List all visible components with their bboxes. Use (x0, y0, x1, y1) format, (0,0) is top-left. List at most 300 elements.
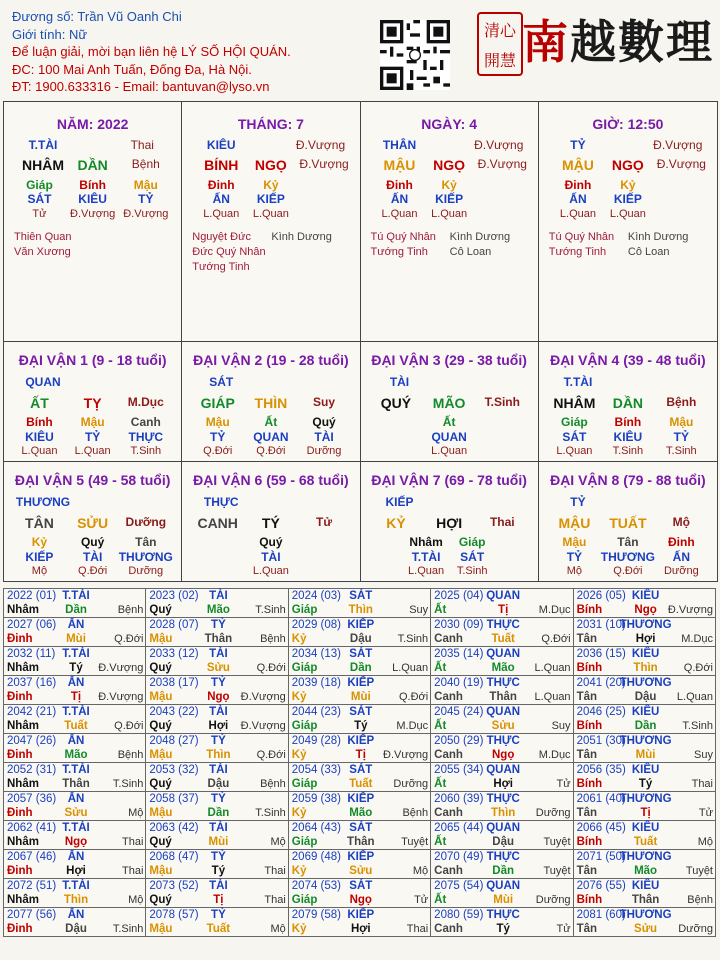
year-cell (288, 908, 430, 937)
year-cell-content (4, 705, 145, 733)
year-row (4, 618, 716, 647)
year-cell (431, 821, 573, 850)
year-stem: Nhâm (7, 836, 39, 848)
year-branch: Sửu (634, 923, 658, 935)
year-ten-god: THƯƠNG (619, 851, 672, 863)
star-name: Tú Quý Nhân (548, 231, 615, 243)
year-cell (573, 879, 715, 908)
year-ten-god: KIÊU (631, 648, 660, 660)
year-cell-content (146, 618, 287, 646)
year-ten-god: T.TÀI (62, 880, 90, 892)
heavenly-stem: GIÁP (200, 395, 235, 411)
year-state: Tử (556, 923, 571, 935)
contact-line: Để luận giải, mời bạn liên hệ LÝ SỐ HỘI QUÁN. (12, 44, 291, 59)
year-branch: Dậu (492, 836, 515, 848)
year-label: 2068 (47) (149, 851, 199, 863)
year-cell (146, 763, 288, 792)
year-stem: Ất (434, 720, 447, 732)
year-cell (431, 734, 573, 763)
year-label: 2064 (43) (291, 822, 342, 834)
year-label: 2075 (54) (434, 880, 484, 892)
earthly-branch: HỢI (436, 515, 463, 531)
branch-state: Đ.Vượng (299, 157, 349, 171)
year-cell-content (4, 734, 145, 762)
gender-value: Nữ (68, 26, 88, 42)
year-cell (4, 879, 146, 908)
can-chi-row (4, 515, 181, 531)
year-cell-content (146, 676, 287, 704)
year-branch: Dần (207, 807, 230, 819)
year-ten-god: T.TÀI (62, 590, 90, 602)
year-state: Suy (551, 720, 571, 732)
year-ten-god: ẤN (67, 851, 85, 863)
year-branch: Tị (498, 604, 509, 616)
year-state: Bệnh (260, 633, 286, 645)
year-label: 2059 (38) (291, 793, 342, 805)
hidden-state: L.Quan (203, 208, 240, 220)
earthly-branch: MÃO (432, 395, 466, 411)
red-seal-stamp (477, 12, 523, 76)
star-name: Tú Quý Nhân (370, 231, 436, 243)
year-ten-god: TÀI (209, 706, 228, 718)
year-cell (146, 792, 288, 821)
year-state: Đ.Vượng (98, 662, 144, 674)
year-branch: Tị (70, 691, 82, 703)
branch-state: Suy (313, 395, 336, 409)
year-branch: Sửu (349, 865, 373, 877)
year-cell-content (574, 705, 715, 733)
year-label: 2031 (10) (576, 619, 626, 631)
hidden-stem: Tân (617, 535, 639, 549)
earthly-branch: TỴ (83, 395, 102, 411)
year-ten-god: TÀI (209, 648, 228, 660)
year-state: T.Sinh (255, 807, 286, 819)
hidden-states-row (4, 208, 181, 224)
year-cell-content (431, 705, 572, 733)
hidden-stems-row (4, 415, 181, 431)
year-cell-content (146, 792, 287, 820)
year-stem: Mậu (149, 749, 173, 761)
year-label: 2032 (11) (7, 648, 56, 660)
hidden-state: Đ.Vượng (123, 208, 169, 220)
year-ten-god: THƯƠNG (619, 677, 672, 689)
year-cell (573, 734, 715, 763)
year-state: M.Dục (538, 604, 571, 616)
god-row (4, 375, 181, 391)
hidden-gods-row (182, 550, 359, 566)
earthly-branch: SỬU (77, 515, 109, 531)
year-cell-content (4, 792, 145, 820)
hidden-god: TÀI (82, 550, 103, 564)
year-label: 2060 (39) (434, 793, 484, 805)
yearly-luck-table (3, 588, 716, 937)
year-cell-content (431, 676, 572, 704)
year-cell (4, 821, 146, 850)
year-branch: Ngọ (207, 691, 230, 703)
hidden-state: Q.Đới (613, 565, 643, 577)
year-ten-god: THỰC (486, 735, 520, 747)
hidden-god: THƯƠNG (118, 550, 173, 564)
year-stem: Tân (576, 807, 598, 819)
year-ten-god: KIẾP (347, 735, 375, 747)
year-ten-god: KIÊU (631, 706, 660, 718)
can-chi-row (539, 395, 717, 411)
branch-state: Đ.Vượng (656, 157, 706, 171)
year-cell-content (146, 763, 287, 791)
year-ten-god: KIẾP (347, 851, 375, 863)
hidden-gods-row (539, 550, 717, 566)
year-label: 2043 (22) (149, 706, 199, 718)
year-cell-content (574, 734, 715, 762)
year-ten-god: ẤN (67, 677, 85, 689)
year-state: Q.Đới (256, 749, 286, 761)
year-label: 2026 (05) (576, 590, 626, 602)
year-label: 2070 (49) (434, 851, 484, 863)
hidden-stems-row (4, 535, 181, 551)
year-cell (146, 734, 288, 763)
heavenly-stem: QUÝ (380, 395, 412, 411)
year-state: Bệnh (117, 749, 144, 761)
hidden-stem: Mậu (133, 178, 158, 192)
year-cell (431, 618, 573, 647)
ten-god: QUAN (25, 375, 61, 389)
year-row (4, 879, 716, 908)
star-name: Nguyệt Đức (192, 231, 251, 243)
year-cell (288, 850, 430, 879)
year-ten-god: TÀI (209, 822, 228, 834)
year-cell (146, 647, 288, 676)
year-cell (4, 850, 146, 879)
year-cell-content (289, 647, 430, 675)
year-state: T.Sinh (112, 923, 144, 935)
year-state: Bệnh (260, 778, 286, 790)
year-cell-content (431, 618, 572, 646)
year-cell (288, 647, 430, 676)
year-stem: Nhâm (7, 894, 39, 906)
year-stem: Ất (434, 662, 447, 674)
star-name: Cô Loan (627, 246, 670, 258)
year-stem: Mậu (149, 865, 173, 877)
year-cell-content (289, 618, 430, 646)
ten-god: THÂN (382, 138, 417, 152)
year-branch: Thìn (491, 807, 516, 819)
year-stem: Nhâm (7, 662, 39, 674)
year-stem: Giáp (291, 836, 318, 848)
year-ten-god: QUAN (486, 706, 521, 718)
year-stem: Canh (434, 807, 463, 819)
year-cell (573, 850, 715, 879)
hidden-states-row (361, 208, 538, 224)
year-cell (573, 647, 715, 676)
year-stem: Ất (434, 604, 447, 616)
year-label: 2048 (27) (149, 735, 199, 747)
year-stem: Bính (576, 836, 603, 848)
hidden-state: Q.Đới (78, 565, 108, 577)
header-info (12, 8, 291, 96)
year-cell (573, 763, 715, 792)
year-label: 2045 (24) (434, 706, 484, 718)
hidden-states-row (182, 208, 359, 224)
hidden-gods-row (361, 550, 538, 566)
year-state: L.Quan (676, 691, 713, 703)
hidden-state: L.Quan (609, 208, 646, 220)
year-ten-god: T.TÀI (62, 764, 90, 776)
year-ten-god: THỰC (486, 793, 520, 805)
can-chi-row (182, 157, 359, 173)
year-label: 2055 (34) (434, 764, 484, 776)
year-state: Dưỡng (393, 778, 429, 790)
year-label: 2058 (37) (149, 793, 199, 805)
year-stem: Tân (576, 865, 598, 877)
year-cell (146, 618, 288, 647)
year-stem: Nhâm (7, 778, 39, 790)
year-stem: Quý (149, 894, 172, 906)
year-cell-content (574, 879, 715, 907)
year-label: 2067 (46) (7, 851, 57, 863)
dai-van-cell (4, 462, 182, 581)
hidden-state: L.Quan (21, 445, 58, 457)
year-row (4, 850, 716, 879)
year-state: Q.Đới (541, 633, 571, 645)
year-stem: Nhâm (7, 720, 39, 732)
year-label: 2056 (35) (576, 764, 626, 776)
year-cell-content (4, 763, 145, 791)
year-cell (288, 676, 430, 705)
year-cell-content (574, 792, 715, 820)
year-cell-content (146, 589, 287, 617)
star-name: Văn Xương (14, 246, 71, 258)
hidden-stem: Kỷ (31, 535, 48, 549)
year-ten-god: SÁT (349, 764, 373, 776)
year-stem: Tân (576, 691, 598, 703)
year-ten-god: ẤN (67, 619, 85, 631)
year-ten-god: QUAN (486, 764, 521, 776)
year-state: Tử (414, 894, 429, 906)
year-stem: Tân (576, 923, 598, 935)
year-cell (573, 908, 715, 937)
year-branch: Dậu (634, 691, 657, 703)
year-stem: Giáp (291, 894, 318, 906)
brand-logo (522, 6, 714, 72)
year-ten-god: KIẾP (347, 793, 375, 805)
year-stem: Đinh (7, 807, 33, 819)
year-ten-god: KIÊU (631, 880, 660, 892)
year-row (4, 734, 716, 763)
year-state: Thai (406, 923, 429, 935)
hidden-stem: Bính (26, 415, 53, 429)
year-branch: Tý (354, 720, 368, 732)
hidden-gods-row (361, 192, 538, 208)
god-row (539, 138, 717, 154)
year-cell-content (574, 850, 715, 878)
year-label: 2034 (13) (291, 648, 342, 660)
dai-van-title: ĐẠI VẬN 1 (9 - 18 tuổi) (18, 352, 167, 368)
star-name: Thiên Quan (14, 231, 72, 243)
year-stem: Mậu (149, 691, 173, 703)
year-cell (573, 618, 715, 647)
year-state: Thai (691, 778, 713, 790)
hidden-god: KIÊU (613, 430, 643, 444)
year-label: 2044 (23) (291, 706, 342, 718)
year-branch: Ngọ (64, 836, 88, 848)
year-label: 2072 (51) (7, 880, 57, 892)
hidden-stem: Mậu (669, 415, 694, 429)
seal-char: 慧 (500, 50, 517, 70)
year-branch: Sửu (491, 720, 515, 732)
year-label: 2054 (33) (291, 764, 342, 776)
ten-god: TỶ (570, 138, 586, 152)
earthly-branch: NGỌ (433, 157, 466, 173)
year-label: 2027 (06) (7, 619, 57, 631)
year-label: 2066 (45) (576, 822, 626, 834)
year-branch: Hợi (208, 720, 229, 732)
year-branch: Dần (349, 662, 372, 674)
brand-char: 越 (570, 15, 618, 69)
year-cell (573, 705, 715, 734)
hidden-god: SÁT (562, 430, 587, 444)
year-label: 2035 (14) (434, 648, 484, 660)
year-stem: Ất (434, 778, 447, 790)
year-state: Thai (264, 865, 286, 877)
year-stem: Bính (576, 720, 603, 732)
god-row (182, 138, 359, 154)
hidden-state: L.Quan (431, 445, 468, 457)
year-stem: Giáp (291, 720, 318, 732)
year-state: Tuyệt (401, 836, 429, 848)
hidden-god: T.TÀI (411, 550, 441, 564)
year-branch: Thìn (348, 604, 373, 616)
year-cell-content (4, 908, 145, 936)
heavenly-stem: CANH (197, 515, 238, 531)
hidden-god: TÀI (261, 550, 281, 564)
year-cell (146, 879, 288, 908)
hidden-state: T.Sinh (612, 445, 644, 457)
year-ten-god: TỶ (211, 793, 226, 805)
year-ten-god: QUAN (486, 822, 521, 834)
year-state: M.Dục (681, 633, 713, 645)
year-branch: Hợi (635, 633, 656, 645)
hidden-states-row (539, 208, 717, 224)
year-state: Đ.Vượng (240, 691, 286, 703)
year-stem: Bính (576, 604, 603, 616)
year-stem: Kỷ (291, 923, 307, 935)
hidden-state: L.Quan (74, 445, 111, 457)
year-ten-god: THƯƠNG (619, 793, 672, 805)
year-cell-content (431, 850, 572, 878)
ten-god: TÀI (389, 375, 410, 389)
heavenly-stem: MẬU (383, 157, 416, 173)
year-ten-god: TỶ (211, 619, 226, 631)
year-label: 2033 (12) (149, 648, 199, 660)
dai-van-title: ĐẠI VẬN 4 (39 - 48 tuổi) (550, 352, 706, 368)
star-name: Kình Dương (271, 231, 332, 243)
year-cell (431, 792, 573, 821)
year-stem: Quý (149, 720, 172, 732)
year-cell (288, 792, 430, 821)
year-cell (4, 647, 146, 676)
year-label: 2073 (52) (149, 880, 199, 892)
pillar-title: NĂM: 2022 (56, 116, 129, 132)
year-stem: Canh (434, 691, 463, 703)
year-ten-god: QUAN (486, 590, 521, 602)
hidden-god: TỶ (210, 430, 226, 444)
hidden-god: TỶ (138, 192, 154, 206)
year-cell-content (289, 589, 430, 617)
year-state: L.Quan (392, 662, 429, 674)
year-ten-god: KIÊU (631, 590, 660, 602)
year-label: 2025 (04) (434, 590, 484, 602)
hidden-gods-row (539, 192, 717, 208)
year-label: 2061 (40) (576, 793, 626, 805)
heavenly-stem: KỶ (386, 515, 406, 531)
year-cell-content (431, 589, 572, 617)
year-label: 2046 (25) (576, 706, 626, 718)
year-state: Bệnh (687, 894, 713, 906)
year-branch: Thân (489, 691, 517, 703)
ten-god: TỶ (570, 495, 586, 509)
hidden-stem: Tân (135, 535, 157, 549)
star-name: Đức Quý Nhân (192, 246, 266, 258)
year-cell-content (574, 589, 715, 617)
heavenly-stem: ẤT (30, 395, 49, 411)
year-stem: Tân (576, 749, 598, 761)
year-stem: Tân (576, 633, 598, 645)
year-cell (4, 676, 146, 705)
year-cell-content (146, 850, 287, 878)
year-cell (4, 763, 146, 792)
year-label: 2030 (09) (434, 619, 484, 631)
year-label: 2071 (50) (576, 851, 626, 863)
hidden-stems-row (539, 415, 717, 431)
year-cell (146, 705, 288, 734)
year-cell (573, 589, 715, 618)
ten-god: THƯƠNG (15, 495, 71, 509)
heavenly-stem: MẬU (558, 515, 591, 531)
year-cell (4, 618, 146, 647)
year-row (4, 676, 716, 705)
year-cell (4, 734, 146, 763)
hidden-god: KIẾP (435, 192, 464, 206)
earthly-branch: TUẤT (609, 515, 647, 531)
hidden-states-row (361, 445, 538, 461)
can-chi-row (361, 157, 538, 173)
year-state: L.Quan (534, 662, 571, 674)
hidden-stem: Nhâm (409, 535, 443, 549)
pillar-cell (182, 102, 360, 342)
year-stem: Canh (434, 865, 463, 877)
year-stem: Quý (149, 778, 172, 790)
year-state: Q.Đới (398, 691, 429, 703)
hidden-stems-row (539, 535, 717, 551)
god-row (182, 375, 359, 391)
god-row (361, 495, 538, 511)
year-state: M.Dục (538, 749, 571, 761)
dai-van-title: ĐẠI VẬN 5 (49 - 58 tuổi) (14, 472, 171, 488)
hidden-stems-row (182, 415, 359, 431)
ten-god: KIẾP (385, 495, 414, 509)
year-stem: Đinh (7, 633, 33, 645)
heavenly-stem: NHÂM (553, 395, 596, 411)
year-state: Suy (694, 749, 713, 761)
hidden-stem: Đinh (207, 178, 235, 192)
year-branch: Dần (65, 604, 87, 616)
year-cell-content (4, 821, 145, 849)
year-state: Đ.Vượng (240, 720, 286, 732)
year-label: 2076 (55) (576, 880, 626, 892)
year-branch: Mùi (635, 749, 656, 761)
year-branch: Tuất (206, 923, 231, 935)
year-cell-content (4, 647, 145, 675)
